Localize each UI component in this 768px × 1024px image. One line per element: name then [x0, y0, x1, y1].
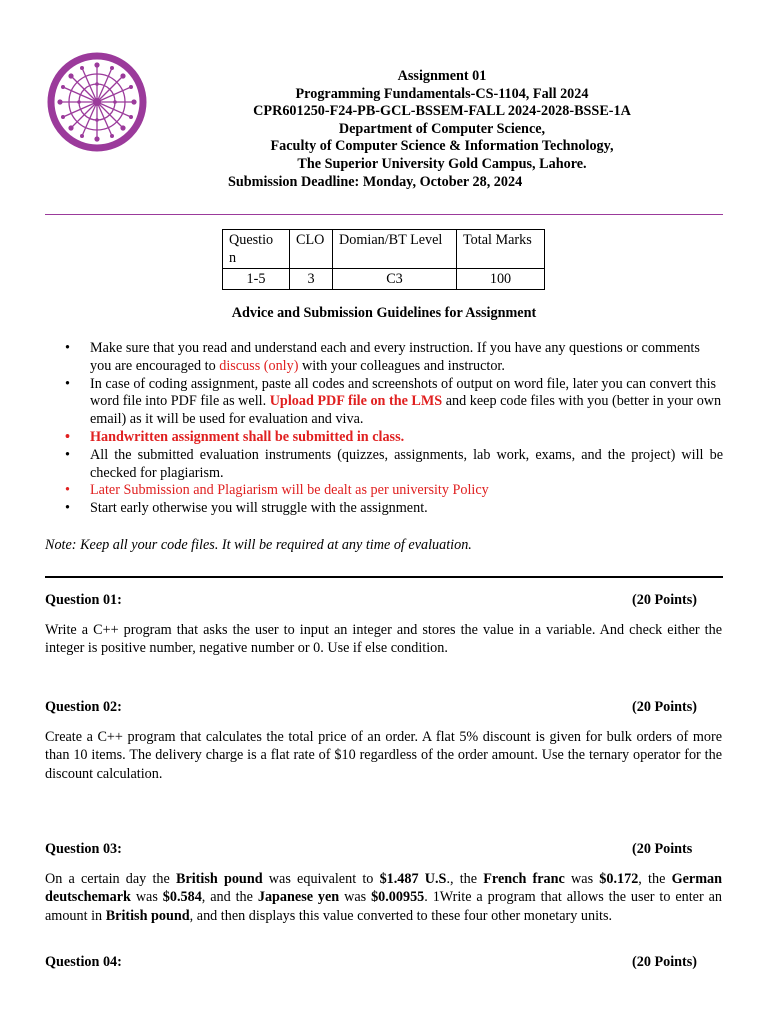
question-title: Question 02:: [45, 699, 122, 715]
table-cell: 1-5: [223, 269, 290, 290]
table-cell: C3: [333, 269, 457, 290]
list-item: [45, 340, 723, 376]
table-header-cell: Domian/BT Level: [333, 230, 457, 269]
text-run: was: [130, 889, 163, 906]
list-item: [45, 482, 723, 500]
question-title: Question 01:: [45, 592, 122, 608]
course-code: CPR601250-F24-PB-GCL-BSSEM-FALL 2024-2028-BSSE-1A: [253, 103, 631, 120]
question-title: Question 04:: [45, 954, 122, 970]
bullet-icon: •: [65, 375, 70, 392]
university-logo: [46, 51, 148, 153]
bold-run: $1.487 U.S: [379, 871, 447, 887]
assignment-title: Assignment 01: [397, 68, 487, 84]
list-item: [45, 429, 723, 447]
guideline-text: All the submitted evaluation instruments (quizzes, assignments, lab work, exams, and the project) will be checked for plagiarism.: [90, 446, 723, 481]
bullet-icon: •: [65, 446, 70, 463]
department: Department of Computer Science,: [338, 120, 546, 137]
bullet-icon: •: [65, 500, 70, 517]
question-points: (20 Points): [632, 699, 698, 715]
question-points: (20 Points: [632, 841, 693, 857]
text-run: was equivalent to: [262, 871, 380, 887]
faculty: Faculty of Computer Science & Information Technology,: [270, 138, 614, 155]
question-2-text: Create a C++ program that calculates the total price of an order. A flat 5% discount is given for bulk orders of more than 10 items. The delivery charge is a flat rate of $10 regardless of the order amount. Use the ternary operator for the discount calculation.: [45, 729, 722, 782]
guideline-text: Handwritten assignment shall be submitted in class.: [90, 428, 405, 445]
list-item: [45, 447, 723, 483]
guideline-text: Start early otherwise you will struggle with the assignment.: [90, 500, 428, 517]
network-logo-icon: [46, 51, 148, 153]
submission-deadline: Submission Deadline: Monday, October 28, 2024: [228, 173, 523, 190]
bullet-icon: •: [65, 428, 70, 445]
bold-run: $0.00955: [371, 889, 425, 906]
document-header: [200, 68, 684, 191]
guidelines-list: [45, 340, 723, 518]
question-2-heading: [45, 699, 702, 716]
question-1-heading: [45, 592, 702, 609]
bold-run: Japanese yen: [257, 889, 340, 906]
header-divider: [45, 214, 723, 215]
question-points: (20 Points): [632, 954, 698, 970]
advice-heading: Advice and Submission Guidelines for Assignment: [231, 305, 537, 321]
course-title: Programming Fundamentals-CS-1104, Fall 2024: [295, 85, 589, 102]
question-3-heading: [45, 841, 702, 858]
guideline-text: Later Submission and Plagiarism will be dealt as per university Policy: [90, 482, 489, 499]
section-divider: [45, 576, 723, 578]
bullet-icon: •: [65, 482, 70, 499]
bullet-icon: •: [65, 340, 70, 356]
guideline-text: In case of coding assignment, paste all codes and screenshots of output on word file, later you can convert this word file into PDF file as well.: [90, 375, 717, 410]
guideline-text: with your colleagues and instructor.: [298, 357, 505, 374]
bold-run: $0.584: [162, 889, 202, 906]
bold-run: $0.172: [599, 871, 639, 887]
text-run: , and the: [201, 889, 258, 906]
bold-run: British pound: [105, 907, 190, 924]
bold-run: British pound: [175, 871, 263, 887]
question-title: Question 03:: [45, 841, 122, 857]
text-run: On a certain day the: [45, 871, 176, 887]
table-row: [223, 269, 545, 290]
assessment-table: [222, 229, 545, 290]
table-header-cell: Total Marks: [457, 230, 545, 269]
table-header-cell: Questio n: [223, 230, 290, 269]
text-run: , the: [638, 871, 672, 887]
text-run: . 1Write a program that allows the user to enter an amount in: [45, 889, 722, 924]
guideline-text: and keep code files with you (better in your own email) as it will be used for evaluation and viva.: [90, 393, 722, 428]
question-4-heading: [45, 954, 702, 971]
text-run: was: [339, 889, 372, 906]
guideline-highlight: Upload PDF file on the LMS: [269, 393, 443, 410]
list-item: [45, 500, 723, 518]
text-run: ., the: [446, 871, 484, 887]
note: Note: Keep all your code files. It will be required at any time of evaluation.: [45, 537, 472, 553]
guideline-highlight: discuss (only): [219, 357, 299, 374]
table-cell: 3: [290, 269, 333, 290]
bold-run: French franc: [483, 871, 565, 887]
list-item: [45, 376, 723, 429]
question-1-text: Write a C++ program that asks the user to input an integer and stores the value in a variable. And check either the integer is positive number, negative number or 0. Use if else condition.: [45, 622, 722, 657]
text-run: , and then displays this value converted to these four other monetary units.: [189, 907, 613, 924]
table-cell: 100: [457, 269, 545, 290]
campus: The Superior University Gold Campus, Lahore.: [297, 155, 587, 172]
table-header-row: [223, 230, 545, 269]
bold-run: German deutschemark: [45, 871, 722, 906]
text-run: was: [564, 871, 600, 887]
table-header-cell: CLO: [290, 230, 333, 269]
guideline-text: Make sure that you read and understand each and every instruction. If you have any questions or comments you are encouraged to: [90, 340, 700, 374]
question-3-text: [45, 870, 722, 925]
question-points: (20 Points): [632, 592, 698, 608]
